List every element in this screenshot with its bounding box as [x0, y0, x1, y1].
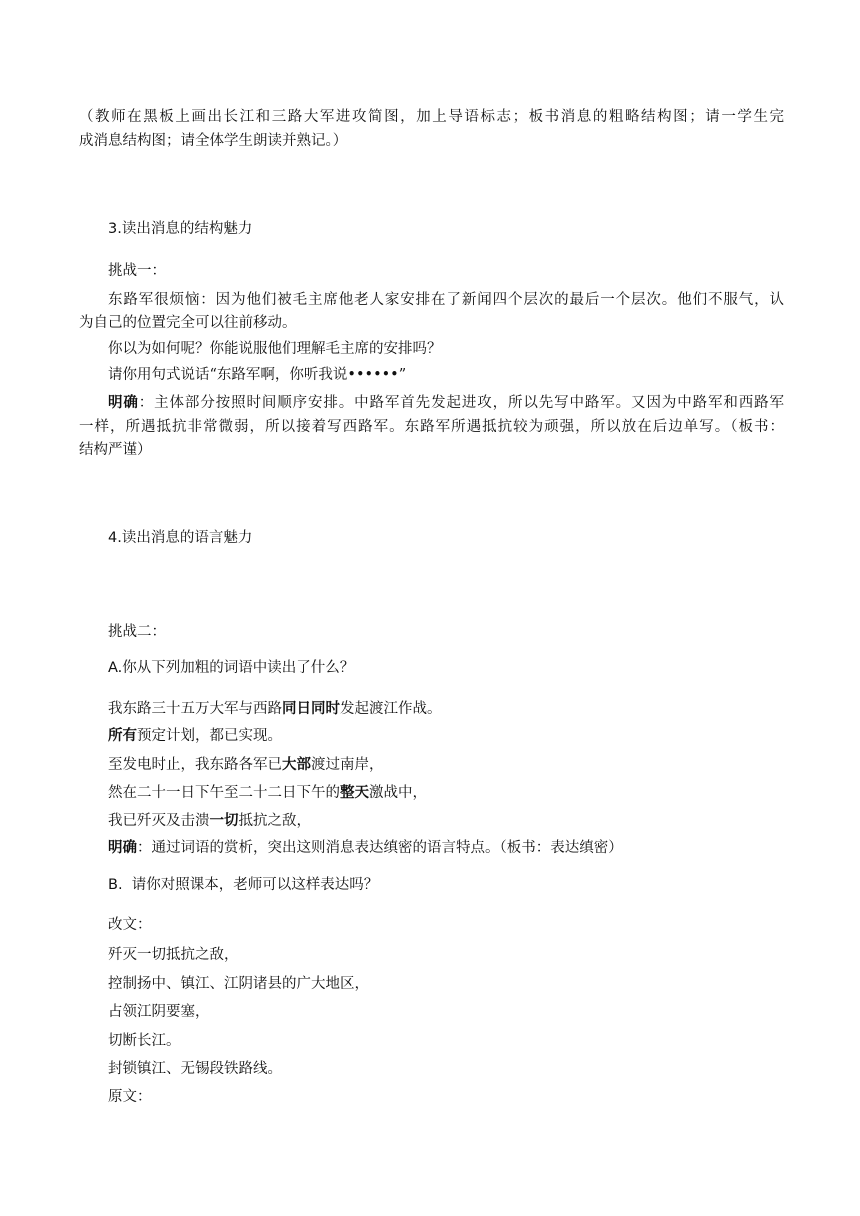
part-a-text: 你从下列加粗的词语中读出了什么？ — [122, 660, 355, 676]
bold-word: 所有 — [108, 728, 137, 744]
example-text: 然在二十一日下午至二十二日下午的 — [108, 785, 340, 801]
section-4-answer — [108, 838, 623, 858]
part-b-question — [108, 875, 378, 895]
example-text: 预定计划，都已实现。 — [137, 728, 282, 744]
section-3-answer-line-2: 一样，所遇抵抗非常微弱，所以接着写西路军。东路军所遇抵抗较为顽强，所以放在后边单写。（板书： — [79, 419, 784, 435]
bold-word: 同日同时 — [282, 701, 340, 717]
example-text: 我东路三十五万大军与西路 — [108, 701, 282, 717]
example-text: 我已歼灭及击溃 — [108, 813, 210, 829]
bold-word: 大部 — [282, 757, 311, 773]
bold-word: 一切 — [209, 813, 239, 829]
example-text: 渡过南岸， — [311, 757, 384, 773]
challenge-1-paragraph-line-1: 东路军很烦恼：因为他们被毛主席他老人家安排在了新闻四个层次的最后一个层次。他们不服气，认 — [108, 292, 784, 308]
part-a-question — [108, 658, 354, 678]
section-3-answer-line-1 — [108, 392, 784, 415]
example-line-2 — [108, 726, 282, 746]
example-line-5 — [108, 811, 311, 831]
section-4-heading — [108, 528, 252, 548]
answer-text: ：通过词语的赏析，突出这则消息表达缜密的语言特点。（板书：表达缜密） — [137, 840, 623, 856]
section-4-title: 读出消息的语言魅力 — [121, 530, 253, 546]
example-text: 激战中， — [369, 785, 427, 801]
bold-word: 整天 — [340, 785, 369, 801]
part-b-text: 请你对照课本，老师可以这样表达吗？ — [131, 877, 379, 893]
revised-line: 切断长江。 — [108, 1033, 181, 1049]
section-3-title: 读出消息的结构魅力 — [121, 221, 253, 237]
section-3-answer-line-3: 结构严谨） — [79, 442, 152, 458]
answer-text: ：主体部分按照时间顺序安排。中路军首先发起进攻，所以先写中路军。又因为中路军和西路军 — [138, 395, 785, 411]
part-b-label: B. — [108, 877, 123, 893]
section-3-number: 3. — [108, 221, 122, 237]
answer-label: 明确 — [108, 395, 139, 411]
revised-line: 占领江阴要塞， — [108, 1004, 210, 1020]
challenge-1-paragraph-line-2: 为自己的位置完全可以往前移动。 — [79, 315, 297, 331]
revised-line: 歼灭一切抵抗之敌， — [108, 947, 239, 963]
example-line-4 — [108, 783, 427, 803]
challenge-1-question: 你以为如何呢？你能说服他们理解毛主席的安排吗？ — [108, 341, 442, 357]
section-4-number: 4. — [108, 530, 122, 546]
example-text: 至发电时止，我东路各军已 — [108, 757, 282, 773]
intro-line-1: （教师在黑板上画出长江和三路大军进攻简图，加上导语标志；板书消息的粗略结构图；请一学生完 — [79, 109, 784, 125]
challenge-2-label: 挑战二： — [108, 624, 166, 640]
example-line-1 — [108, 699, 442, 719]
intro-line-2: 成消息结构图；请全体学生朗读并熟记。） — [79, 133, 348, 149]
example-line-3 — [108, 755, 384, 775]
part-a-label: A. — [108, 660, 123, 676]
section-3-heading — [108, 219, 252, 239]
revised-text-label: 改文： — [108, 917, 152, 933]
example-text: 发起渡江作战。 — [340, 701, 442, 717]
revised-line: 封锁镇江、无锡段铁路线。 — [108, 1061, 282, 1077]
original-text-label: 原文： — [108, 1089, 152, 1105]
revised-line: 控制扬中、镇江、江阴诸县的广大地区， — [108, 976, 369, 992]
example-text: 抵抗之敌， — [238, 813, 311, 829]
challenge-1-prompt: 请你用句式说话“东路军啊，你听我说••••••” — [108, 367, 407, 383]
challenge-1-label: 挑战一： — [108, 263, 166, 279]
answer-label: 明确 — [108, 840, 137, 856]
